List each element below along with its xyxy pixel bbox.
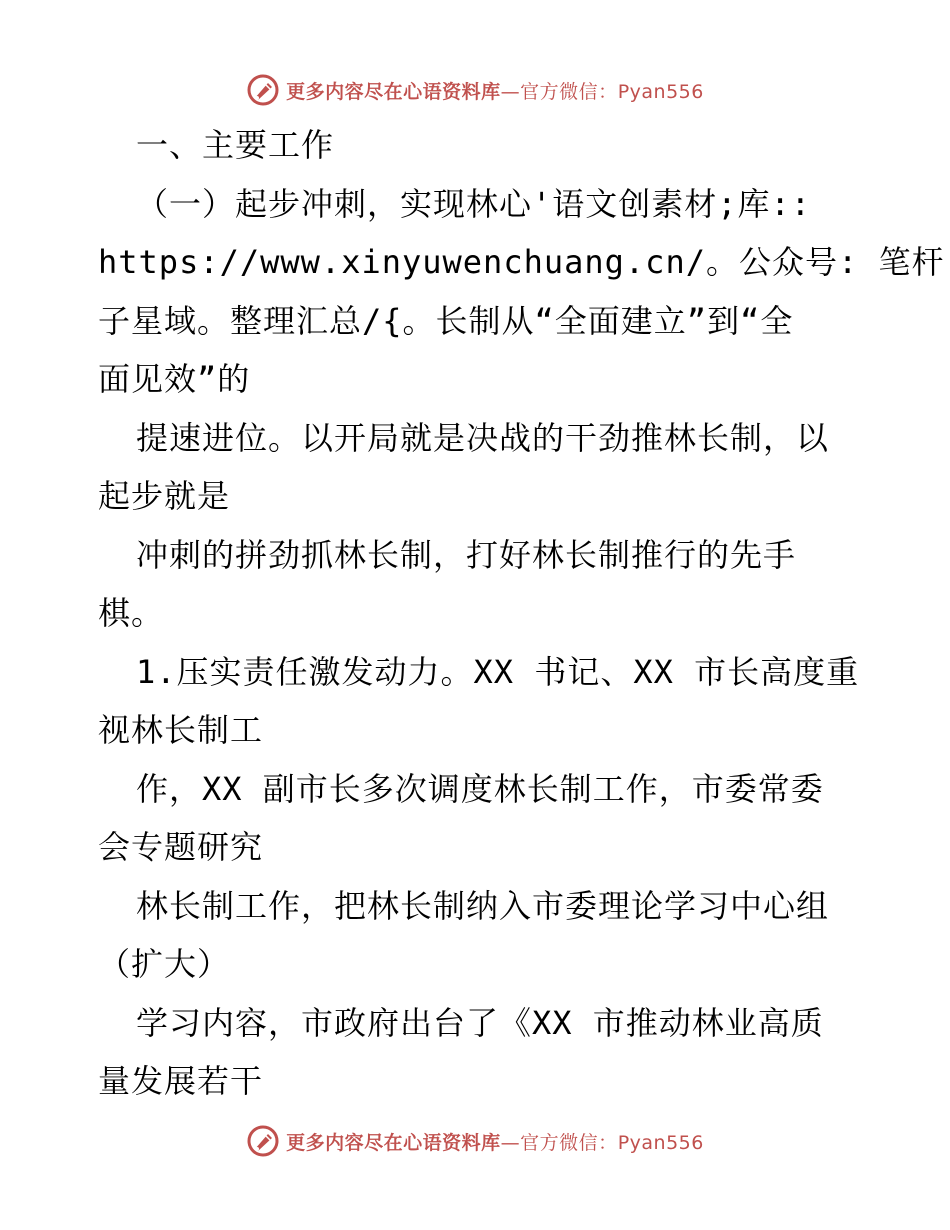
- body-text-line: 起步就是: [98, 477, 231, 515]
- body-text-line: 会专题研究: [98, 828, 264, 866]
- footer-banner-main: 更多内容尽在心语资料库: [286, 1131, 501, 1154]
- body-text-line: 冲刺的拼劲抓林长制，打好林长制推行的先手: [136, 535, 797, 574]
- header-watermark: [246, 73, 704, 107]
- body-text-line: 视林长制工: [98, 711, 264, 749]
- body-text-line: 1.压实责任激发动力。XX 书记、XX 市长高度重: [136, 652, 860, 691]
- body-text-line: 面见效”的: [98, 360, 251, 398]
- document-body: [98, 116, 945, 1111]
- body-text-line: 一、主要工作: [136, 126, 335, 164]
- body-text-line: 棋。: [98, 594, 165, 632]
- page-header-banner: [0, 70, 950, 110]
- body-text-line: （扩大）: [98, 945, 231, 983]
- body-text-line: 子星域。整理汇总/{。长制从“全面建立”到“全: [98, 301, 794, 340]
- body-text-line: https://www.xinyuwenchuang.cn/。公众号: 笔杆: [98, 243, 945, 281]
- header-banner-id: Pyan556: [617, 80, 704, 103]
- footer-banner-wechat: 官方微信：: [520, 1131, 618, 1154]
- page-footer-banner: [0, 1121, 950, 1161]
- header-banner-dash: —: [500, 80, 521, 103]
- body-text-line: 作，XX 副市长多次调度林长制工作，市委常委: [136, 769, 824, 808]
- pen-nib-logo-icon: [246, 73, 280, 107]
- body-text-line: 林长制工作，把林长制纳入市委理论学习中心组: [136, 886, 830, 925]
- footer-banner-dash: —: [500, 1131, 521, 1154]
- body-text-line: 量发展若干: [98, 1062, 264, 1100]
- body-text-line: 学习内容，市政府出台了《XX 市推动林业高质: [136, 1003, 824, 1042]
- footer-banner-id: Pyan556: [617, 1131, 704, 1154]
- header-banner-wechat: 官方微信：: [520, 80, 618, 103]
- header-banner-main: 更多内容尽在心语资料库: [286, 80, 501, 103]
- footer-watermark: [246, 1124, 704, 1158]
- pen-nib-logo-icon: [246, 1124, 280, 1158]
- body-text-line: 提速进位。以开局就是决战的干劲推林长制，以: [136, 418, 830, 457]
- body-text-line: （一）起步冲刺，实现林心'语文创素材;库::: [136, 184, 812, 223]
